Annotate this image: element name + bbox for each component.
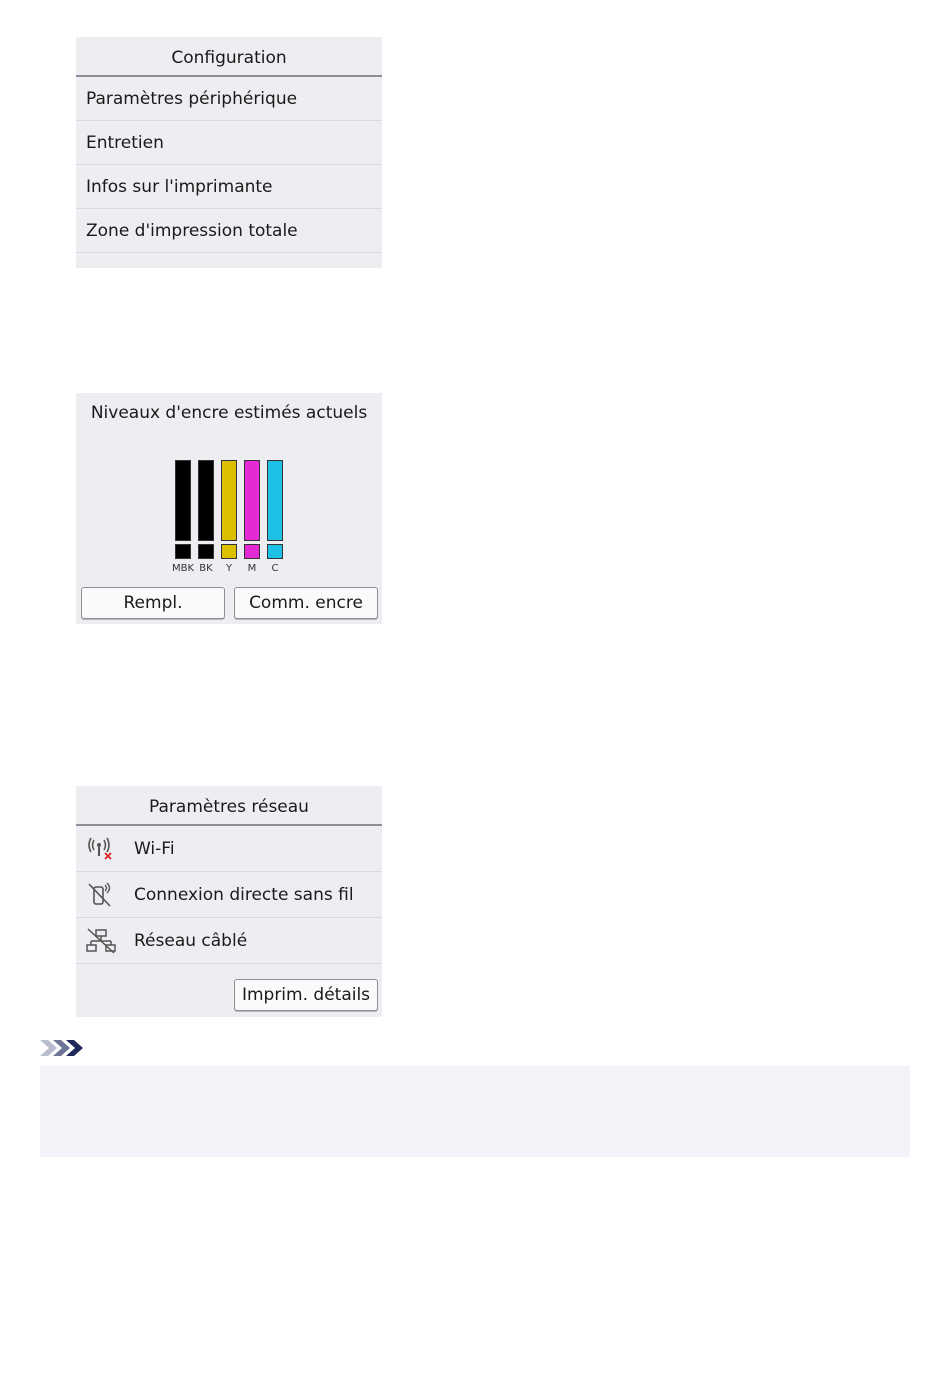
- ink-tank-label: BK: [199, 563, 213, 574]
- network-item-label: Wi-Fi: [134, 839, 175, 859]
- network-item-wireless-direct[interactable]: [76, 872, 382, 918]
- print-details-button[interactable]: Imprim. détails: [234, 979, 378, 1011]
- menu-item-device-settings[interactable]: Paramètres périphérique: [76, 77, 382, 121]
- wired-lan-off-icon: [86, 928, 116, 954]
- menu-item-printer-info[interactable]: Infos sur l'imprimante: [76, 165, 382, 209]
- configuration-title: Configuration: [76, 37, 382, 77]
- network-item-wifi[interactable]: [76, 826, 382, 872]
- ink-tank-label: M: [247, 563, 257, 574]
- network-item-wired-lan[interactable]: [76, 918, 382, 964]
- ink-tank-main: [175, 460, 191, 541]
- network-settings-title: Paramètres réseau: [76, 786, 382, 826]
- network-settings-panel: [76, 786, 382, 1017]
- ink-tank-main: [221, 460, 237, 541]
- ink-levels-panel: [76, 393, 382, 624]
- ink-tank-sub: [198, 544, 214, 559]
- configuration-panel: [76, 37, 382, 268]
- network-item-label: Connexion directe sans fil: [134, 885, 354, 905]
- ink-tank-main: [244, 460, 260, 541]
- ink-tank-sub: [244, 544, 260, 559]
- ink-levels-title: Niveaux d'encre estimés actuels: [90, 403, 368, 423]
- ink-tank-main: [198, 460, 214, 541]
- note-box: [40, 1066, 910, 1157]
- wireless-direct-off-icon: [86, 882, 114, 908]
- replace-ink-button[interactable]: Rempl.: [81, 587, 225, 619]
- ink-tank-label: MBK: [171, 563, 195, 574]
- ink-tank-sub: [175, 544, 191, 559]
- wifi-off-icon: [86, 837, 114, 861]
- ink-tank-sub: [221, 544, 237, 559]
- order-ink-button[interactable]: Comm. encre: [234, 587, 378, 619]
- network-item-label: Réseau câblé: [134, 931, 248, 951]
- ink-tank-sub: [267, 544, 283, 559]
- ink-tank-label: Y: [225, 563, 233, 574]
- ink-tank-main: [267, 460, 283, 541]
- note-icon: [40, 1038, 86, 1058]
- menu-item-total-print-area[interactable]: Zone d'impression totale: [76, 209, 382, 253]
- menu-item-maintenance[interactable]: Entretien: [76, 121, 382, 165]
- ink-tank-label: C: [271, 563, 279, 574]
